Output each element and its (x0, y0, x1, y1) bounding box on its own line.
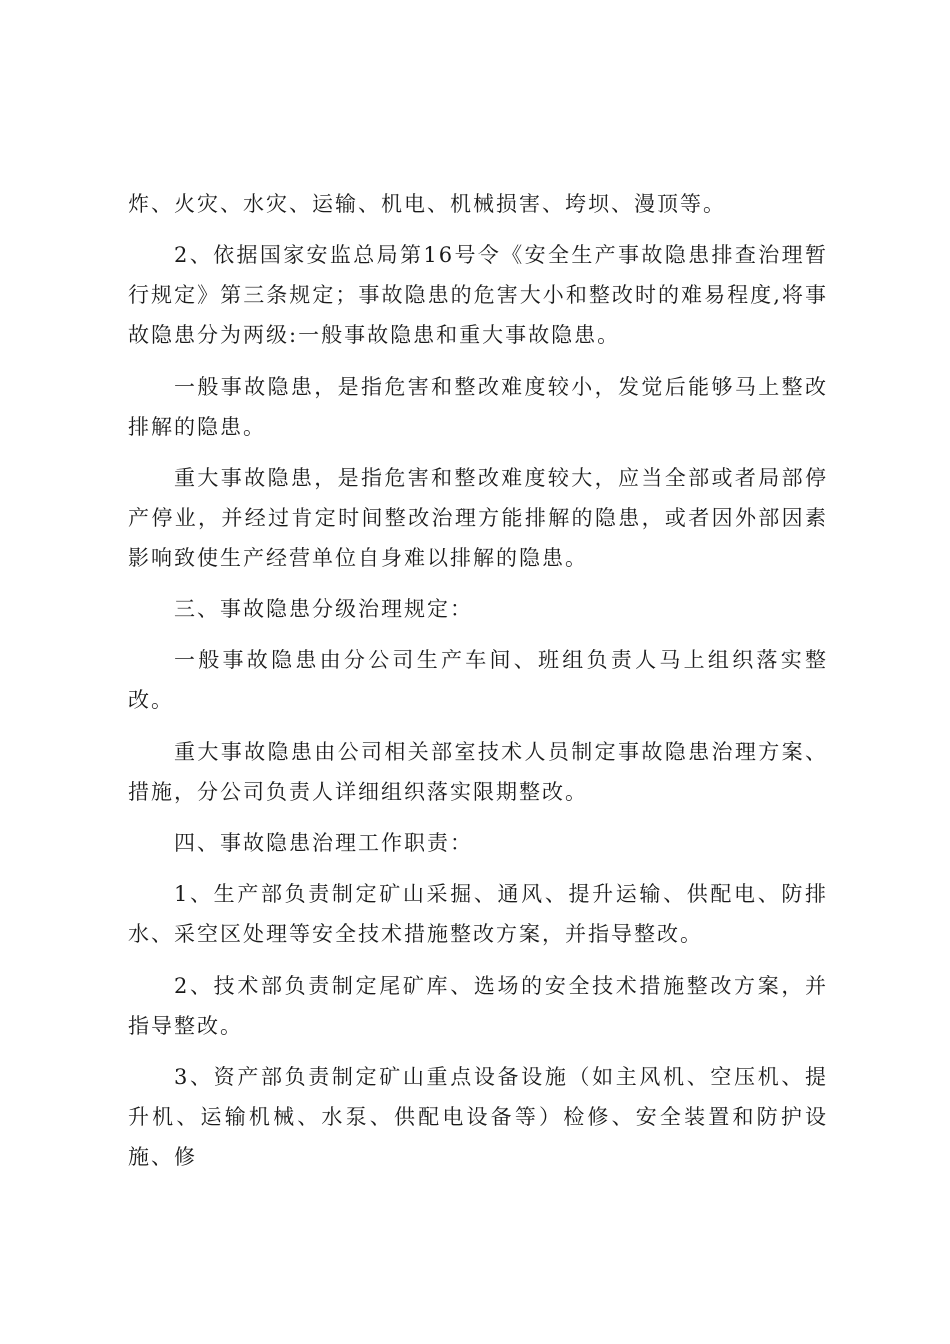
paragraph-major-hazard: 重大事故隐患，是指危害和整改难度较大，应当全部或者局部停产停业，并经过肯定时间整改治理方能排解的隐患，或者因外部因素影响致使生产经营单位自身难以排解的隐患。 (128, 465, 828, 570)
section-heading-three: 三、事故隐患分级治理规定： (174, 597, 473, 622)
paragraph-continuation: 炸、火灾、水灾、运输、机电、机械损害、垮坝、漫顶等。 (128, 192, 726, 216)
paragraph-production-dept: 1、生产部负责制定矿山采掘、通风、提升运输、供配电、防排水、采空区处理等安全技术措施整改方案，并指导整改。 (128, 882, 828, 947)
paragraph-technical-dept: 2、技术部负责制定尾矿库、选场的安全技术措施整改方案，并指导整改。 (128, 973, 828, 1038)
paragraph-general-hazard: 一般事故隐患，是指危害和整改难度较小，发觉后能够马上整改排解的隐患。 (128, 374, 828, 439)
document-body (128, 184, 828, 1188)
paragraph-hazard-levels: 2、依据国家安监总局第16号令《安全生产事故隐患排查治理暂行规定》第三条规定；事故隐患的危害大小和整改时的难易程度,将事故隐患分为两级:一般事故隐患和重大事故隐患。 (128, 243, 828, 348)
paragraph-asset-dept: 3、资产部负责制定矿山重点设备设施（如主风机、空压机、提升机、运输机械、水泵、供配电设备等）检修、安全装置和防护设施、修 (128, 1064, 828, 1169)
paragraph-major-rectification: 重大事故隐患由公司相关部室技术人员制定事故隐患治理方案、措施，分公司负责人详细组织落实限期整改。 (128, 739, 828, 804)
paragraph-general-rectification: 一般事故隐患由分公司生产车间、班组负责人马上组织落实整改。 (128, 648, 828, 713)
section-heading-four: 四、事故隐患治理工作职责： (174, 831, 473, 856)
